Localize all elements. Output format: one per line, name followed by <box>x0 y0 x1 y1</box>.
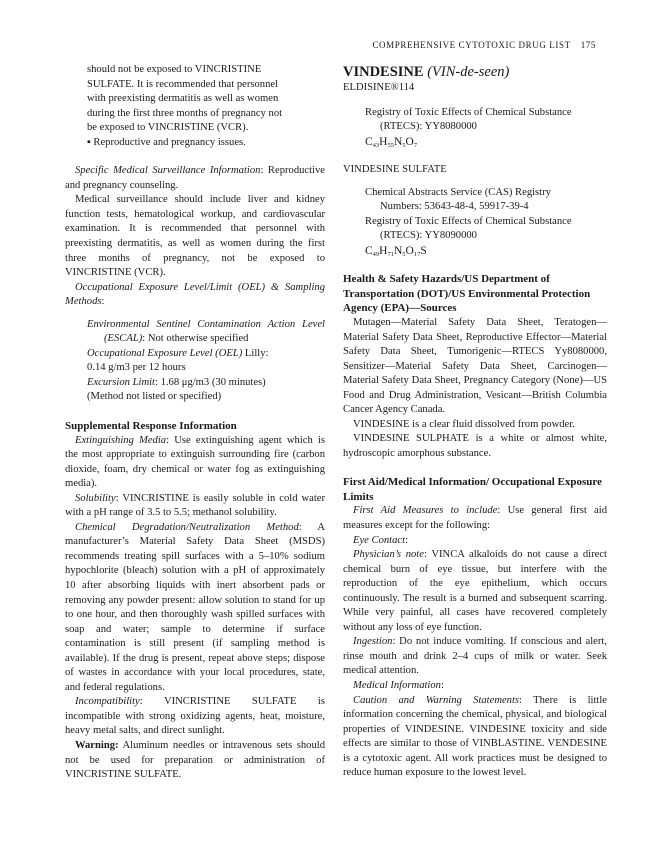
escal-text: : Not otherwise specified <box>142 333 249 345</box>
surveillance-paragraph <box>65 164 325 193</box>
bullet-text: Reproductive and pregnancy issues. <box>93 136 246 148</box>
continued-line: during the first three months of pregnancy not <box>87 107 283 119</box>
extinguishing-paragraph <box>65 434 325 492</box>
drug-pronunciation: (VIN-de-seen) <box>427 64 510 80</box>
rtecs-line: (RTECS): YY8090000 <box>380 230 477 242</box>
degradation-text: : A manufacturer’s Material Safety Data Sheet (MSDS) recommends treating spill surfaces with a 5–10% sodium hypochlorite (bleach) solution with a pH of approximately 10 after absorbing liquids with inert absorbent pads or removing any powder present: allow solution to stand for up to one hour, and then thoroughly wash spilled surfaces with soap and water; sample to determine if surface contamination is still present (if sampling method is available). If the drug is present, repeat above steps; dispose of wastes in accordance with your local procedures, state, and federal regulations. <box>65 521 325 693</box>
extinguishing-label: Extinguishing Media <box>75 434 167 446</box>
medical-info-colon: : <box>440 680 444 691</box>
excursion-line <box>65 376 325 391</box>
oel-colon: : <box>101 296 105 308</box>
caution-text: : There is little information concerning the chemical, physical, and biological properties of VINDESINE. VINDESINE toxicity and side effects are similar to those of VINBLASTINE. VENDESINE is a cytotoxic agent. All work practices must be designed to reduce human exposure to the lowest level. <box>343 694 607 779</box>
hazards-heading: Health & Safety Hazards/US Department of Transportation (DOT)/US Environmental Protection Agency (EPA)—Sources <box>343 273 591 315</box>
molecular-formula: $C_{43}H_{55}N_5O_7$ <box>365 135 418 149</box>
page-number: 175 <box>580 40 596 50</box>
method-note: (Method not listed or specified) <box>87 391 222 403</box>
ingestion-text: : Do not induce vomiting. If conscious and alert, rinse mouth and drink 2–4 cups of milk or water. Seek medical attention. <box>343 636 607 677</box>
escal-label: Environmental Sentinel Contamination Action Level (ESCAL) <box>87 318 325 345</box>
extinguishing-text: : Use extinguishing agent which is the most appropriate to extinguish surrounding fire (carbon dioxide, foam, dry chemical or water fog as extinguishing media). <box>65 434 326 490</box>
bullet-icon: ▪ <box>87 136 94 148</box>
escal-line <box>65 318 325 347</box>
eye-contact-colon: : <box>405 534 409 546</box>
surveillance-text: : Reproductive and pregnancy counseling. <box>65 165 325 191</box>
running-header <box>372 40 596 50</box>
physician-note-label: Physician’s note <box>353 549 424 561</box>
eye-contact-line <box>343 534 607 549</box>
oel-heading <box>65 281 325 310</box>
incompatibility-label: Incompatibility <box>75 696 140 708</box>
oel-value: 0.14 g/m3 per 12 hours <box>87 362 186 374</box>
oel-lilly-text: Lilly: <box>242 347 269 359</box>
oel-lilly-label: Occupational Exposure Level (OEL) <box>87 347 243 359</box>
physician-note-text: : VINCA alkaloids do not cause a direct chemical burn of eye tissue, but interfere with the reproduction of the eye epithelium, which occurs continuously. The result is a burned and subsequent scarring. While very painful, all cases have recovered completely without any loss of eye function. <box>343 549 607 633</box>
rtecs-line: (RTECS): YY8080000 <box>380 121 477 133</box>
drug-title <box>343 63 607 81</box>
description-paragraph: VINDESINE is a clear fluid dissolved from powder. <box>353 418 575 430</box>
trade-name: ELDISINE®114 <box>343 82 415 93</box>
hazards-paragraph: Mutagen—Material Safety Data Sheet, Teratogen—Material Safety Data Sheet, Reproductive Effector—Material Safety Data Sheet, Tumorigenic—RTECS Yy8080000, Sensitizer—Material Safety Data Sheet, Carcinogen—Material Safety Data Sheet, Pregnancy Category (None)—US Food and Drug Administration, Vesicant—British Columbia Cancer Agency Canada. <box>343 316 607 416</box>
description-paragraph: VINDESINE SULPHATE is a white or almost white, hydroscopic amorphous substance. <box>343 433 607 459</box>
incompatibility-paragraph <box>65 695 325 739</box>
first-aid-label: First Aid Measures to include <box>353 505 498 517</box>
medical-info-line <box>343 679 607 694</box>
rtecs-line: Registry of Toxic Effects of Chemical Substance <box>365 215 572 227</box>
solubility-paragraph <box>65 492 325 521</box>
running-title: COMPREHENSIVE CYTOTOXIC DRUG LIST <box>372 40 571 50</box>
continued-line: be exposed to VINCRISTINE (VCR). <box>87 122 249 134</box>
first-aid-text: : Use general first aid measures except for the following: <box>343 505 607 531</box>
drug-name: VINDESINE <box>343 64 424 80</box>
physician-note-paragraph <box>343 548 607 635</box>
warning-paragraph <box>65 739 325 783</box>
right-column <box>343 63 607 781</box>
solubility-text: : VINCRISTINE is easily soluble in cold water with a pH range of 3.5 to 5.5; methanol solubility. <box>65 492 325 519</box>
incompatibility-text: : VINCRISTINE SULFATE is incompatible with strong oxidizing agents, heat, moisture, heavy metal salts, and direct sunlight. <box>65 696 325 737</box>
warning-label: Warning: <box>75 740 119 752</box>
degradation-paragraph <box>65 521 325 696</box>
cas-line: Numbers: 53643-48-4, 59917-39-4 <box>380 201 529 213</box>
continued-line: SULFATE. It is recommended that personnel <box>87 78 279 90</box>
first-aid-heading: First Aid/Medical Information/ Occupational Exposure Limits <box>343 476 602 503</box>
excursion-text: : 1.68 μg/m3 (30 minutes) <box>154 376 266 388</box>
warning-text: Aluminum needles or intravenous sets should not be used for preparation or administration of VINCRISTINE SULFATE. <box>65 740 325 781</box>
left-column <box>65 63 325 783</box>
molecular-formula: $C_{49}H_{71}N_5O_{17}S$ <box>365 244 427 258</box>
caution-label: Caution and Warning Statements <box>353 694 520 706</box>
continued-line: with preexisting dermatitis as well as women <box>87 93 279 105</box>
bullet-item <box>65 136 325 151</box>
excursion-label: Excursion Limit <box>87 376 155 388</box>
oel-lilly-line <box>65 347 325 362</box>
rtecs-line: Registry of Toxic Effects of Chemical Substance <box>365 106 572 118</box>
supplemental-heading: Supplemental Response Information <box>65 420 237 433</box>
first-aid-paragraph <box>343 504 607 533</box>
solubility-label: Solubility <box>75 492 116 504</box>
cas-line: Chemical Abstracts Service (CAS) Registry <box>365 186 551 198</box>
medical-info-label: Medical Information <box>353 680 441 691</box>
caution-paragraph <box>343 694 607 781</box>
continued-line: should not be exposed to VINCRISTINE <box>87 64 262 75</box>
eye-contact-label: Eye Contact <box>353 534 406 546</box>
oel-label: Occupational Exposure Level/Limit (OEL) & Sampling Methods <box>65 281 325 308</box>
sulfate-title: VINDESINE SULFATE <box>343 164 447 176</box>
surveillance-body: Medical surveillance should include liver and kidney function tests, hematological workup, and cardiovascular examination. It is recommended that personnel with preexisting dermatitis, as well as women during the first three months of pregnancy, not be exposed to VINCRISTINE (VCR). <box>65 194 325 279</box>
ingestion-label: Ingestion <box>353 636 393 648</box>
degradation-label: Chemical Degradation/Neutralization Method <box>75 521 299 533</box>
surveillance-label: Specific Medical Surveillance Information <box>75 165 261 177</box>
ingestion-paragraph <box>343 635 607 679</box>
